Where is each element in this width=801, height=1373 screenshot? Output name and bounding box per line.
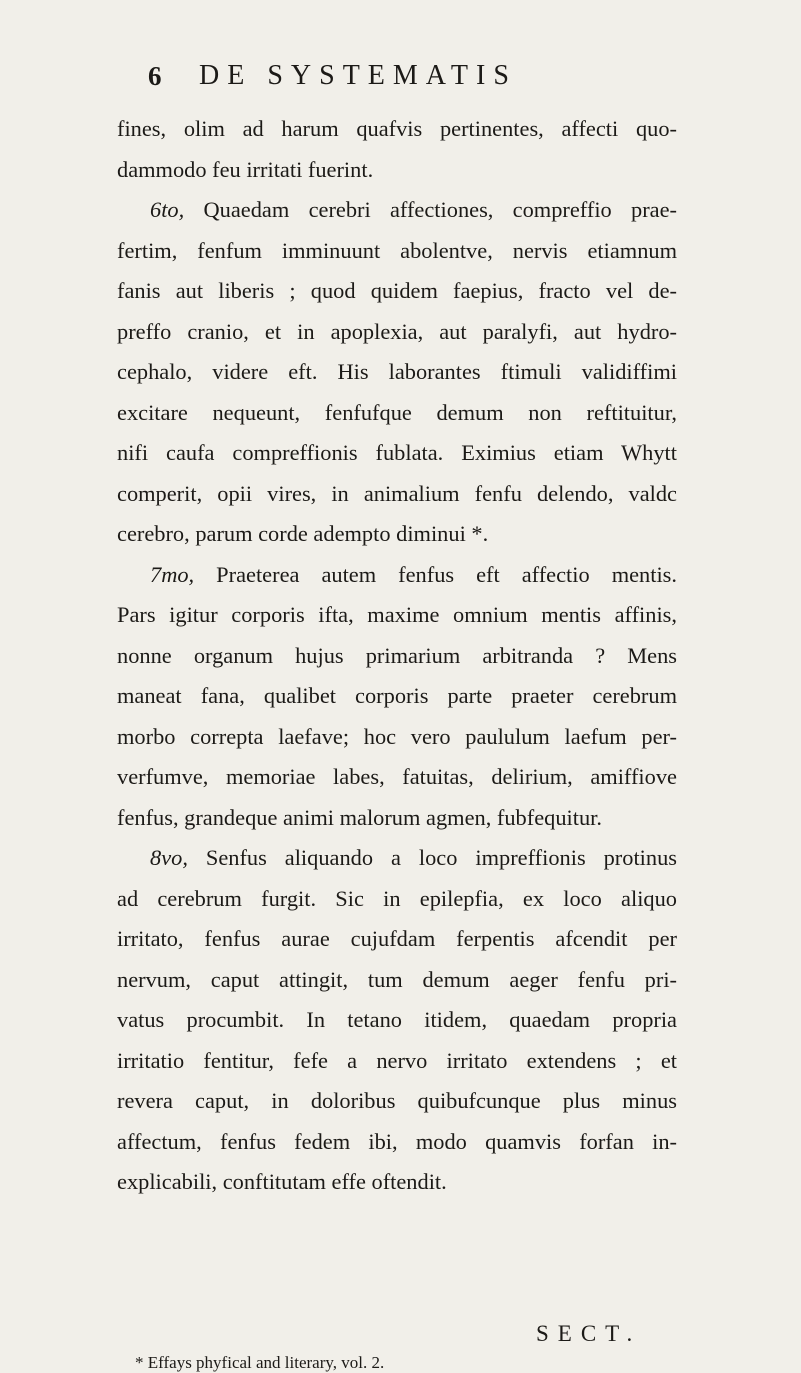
text-line: dammodo feu irritati fuerint. [117,156,374,182]
paragraph-first-line [117,838,677,879]
text-line: ad cerebrum furgit. Sic in epilepfia, ex loco aliquo [117,885,677,911]
text-line: irritatio fentitur, fefe a nervo irritato extendens ; et [117,1047,677,1073]
catchword: SECT. [536,1321,642,1346]
paragraph-first-line [117,555,677,596]
text-line: maneat fana, qualibet corporis parte praeter cerebrum [117,683,677,708]
page-number: 6 [148,61,162,91]
text-line: verfumve, memoriae labes, fatuitas, delirium, amiffiove [117,764,677,789]
text-line: nifi caufa compreffionis fublata. Eximius etiam Whytt [117,440,677,465]
text-line: preffo cranio, et in apoplexia, aut paralyfi, aut hydro- [117,318,677,344]
body-text [117,109,677,1203]
text-line: nonne organum hujus primarium arbitranda ? Mens [117,642,677,668]
running-head [0,56,801,96]
running-title: DE SYSTEMATIS [199,60,517,91]
text-line: Pars igitur corporis ifta, maxime omnium mentis affinis, [117,602,677,627]
text-line: comperit, opii vires, in animalium fenfu delendo, valdc [117,480,677,506]
text-line: fenfus, grandeque animi malorum agmen, fubfequitur. [117,804,602,830]
text-line: nervum, caput attingit, tum demum aeger fenfu pri- [117,966,677,992]
text-line: explicabili, conftitutam effe oftendit. [117,1169,447,1194]
text-line: irritato, fenfus aurae cujufdam ferpentis afcendit per [117,926,677,951]
text-line: excitare nequeunt, fenfufque demum non reftituitur, [117,399,677,425]
text-line-content: Praeterea autem fenfus eft affectio mentis. [194,561,677,587]
paragraph-first-line [117,190,677,231]
paragraph-number: 7mo, [150,561,195,587]
paragraph-number: 8vo, [150,845,188,870]
text-line: morbo correpta laefave; hoc vero paululum laefum per- [117,723,677,749]
text-line: cephalo, videre eft. His laborantes ftimuli validiffimi [117,359,677,384]
text-line: revera caput, in doloribus quibufcunque plus minus [117,1088,677,1113]
text-line: fines, olim ad harum quafvis pertinentes, affecti quo- [117,116,677,141]
text-line-content: Quaedam cerebri affectiones, compreffio prae- [184,197,677,222]
text-line-content: Senfus aliquando a loco impreffionis protinus [187,845,677,870]
text-line: cerebro, parum corde adempto diminui *. [117,521,489,546]
paragraph-number: 6to, [150,197,185,222]
text-line: fertim, fenfum imminuunt abolentve, nervis etiamnum [117,237,677,263]
text-line: vatus procumbit. In tetano itidem, quaedam propria [117,1007,677,1032]
text-line: fanis aut liberis ; quod quidem faepius, fracto vel de- [117,278,677,303]
footnote: * Effays phyfical and literary, vol. 2. [135,1353,385,1372]
text-line: affectum, fenfus fedem ibi, modo quamvis forfan in- [117,1128,677,1154]
